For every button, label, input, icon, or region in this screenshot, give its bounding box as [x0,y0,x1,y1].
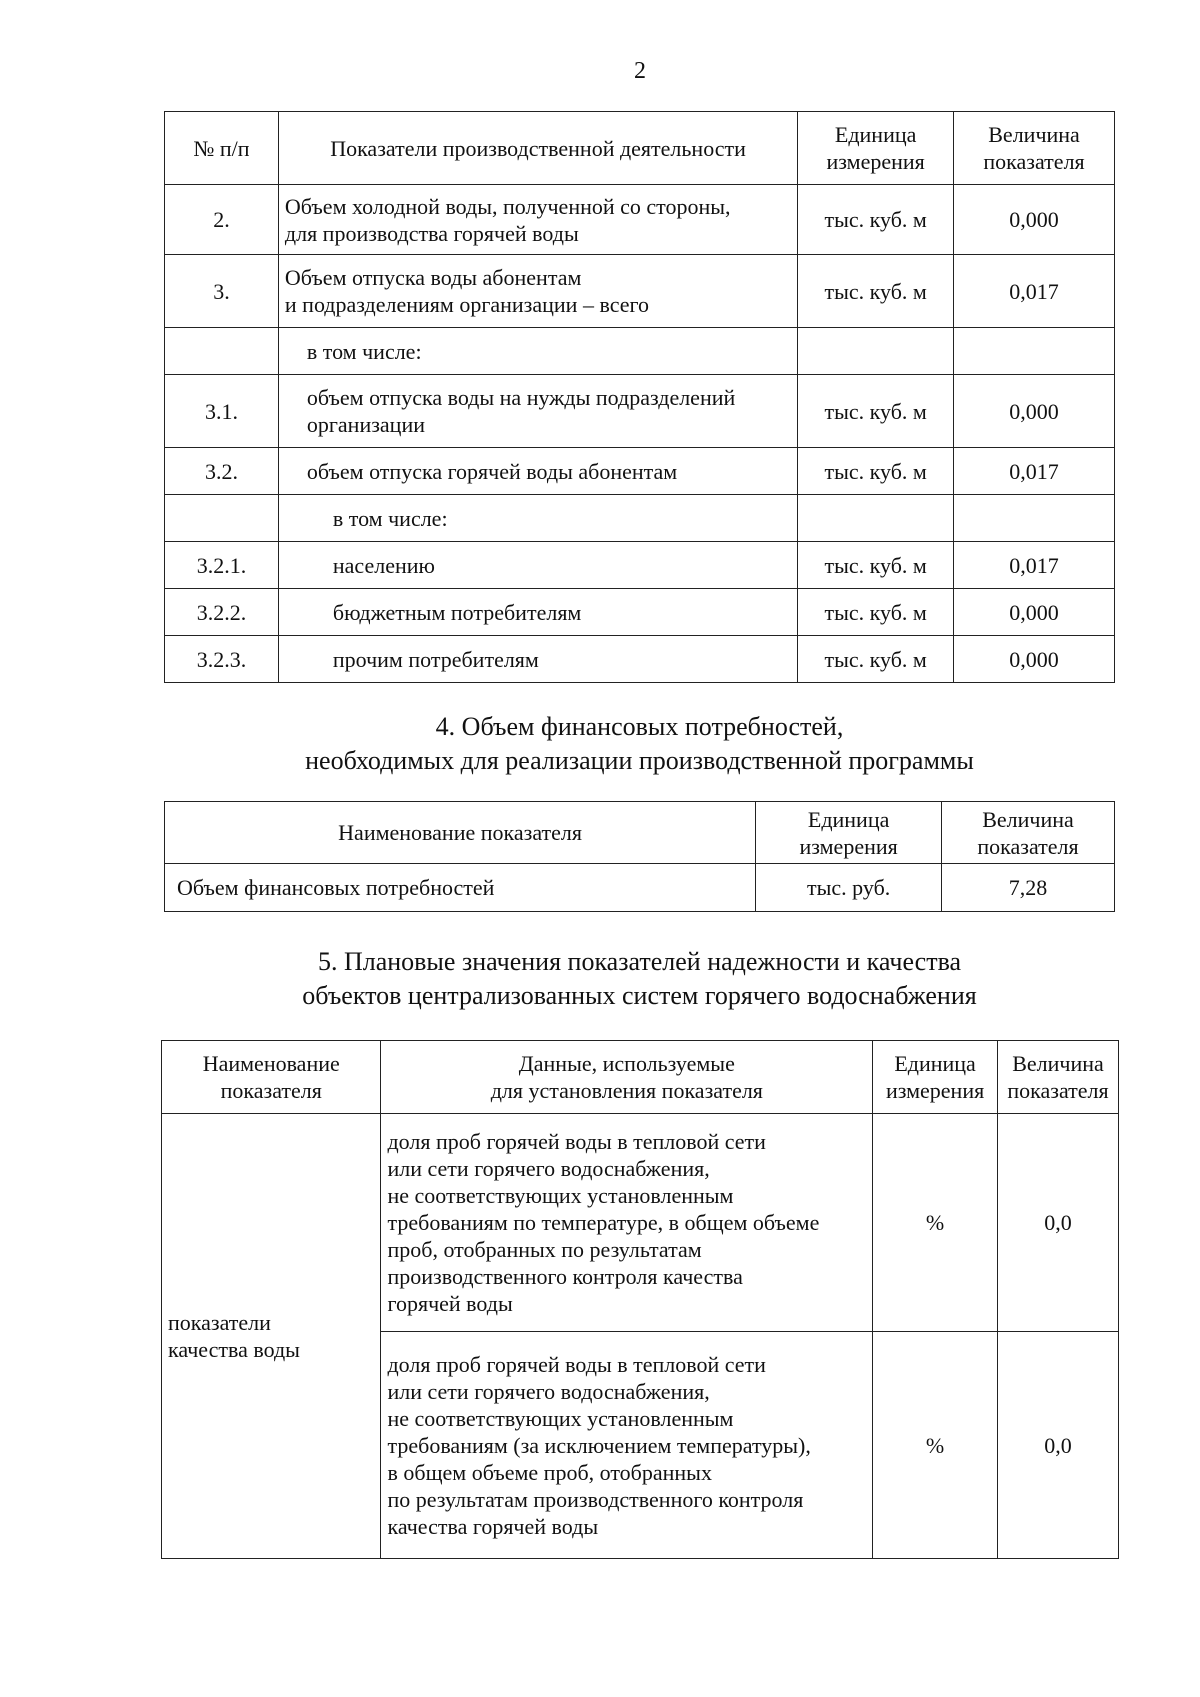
page-number: 2 [634,58,646,84]
header-indicator: Показатели производственной деятельности [278,112,797,185]
row-num: 3. [165,255,279,328]
row-unit [798,328,954,375]
row-name: объем отпуска воды на нужды подразделений организации [278,375,797,448]
row-value [954,328,1115,375]
header-unit: Единица измерения [756,802,942,864]
row-value: 0,000 [954,589,1115,636]
row-unit: % [873,1114,998,1332]
header-name: Наименование показателя [162,1041,381,1114]
table-header-row [162,1041,1119,1114]
row-value: 0,000 [954,185,1115,255]
row-name: Объем холодной воды, полученной со стороны, для производства горячей воды [278,185,797,255]
row-unit: тыс. куб. м [798,185,954,255]
row-num [165,328,279,375]
row-name: в том числе: [278,495,797,542]
header-value: Величина показателя [998,1041,1119,1114]
row-description: доля проб горячей воды в тепловой сети или сети горячего водоснабжения, не соответствующих установленным требованиям (за исключением температуры), в общем объеме проб, отобранных по результатам производственного контроля качества горячей воды [381,1332,873,1559]
row-unit: тыс. куб. м [798,255,954,328]
row-value [954,495,1115,542]
header-data: Данные, используемые для установления показателя [381,1041,873,1114]
row-value: 0,000 [954,375,1115,448]
table-header-row [165,112,1115,185]
header-name: Наименование показателя [165,802,756,864]
row-num [165,495,279,542]
row-description: доля проб горячей воды в тепловой сети или сети горячего водоснабжения, не соответствующих установленным требованиям по температуре, в общем объеме проб, отобранных по результатам производственного контроля качества горячей воды [381,1114,873,1332]
header-num: № п/п [165,112,279,185]
table-row [165,636,1115,683]
row-unit: тыс. куб. м [798,542,954,589]
row-unit: тыс. куб. м [798,448,954,495]
row-value: 7,28 [942,864,1115,912]
table-row [165,542,1115,589]
row-name: объем отпуска горячей воды абонентам [278,448,797,495]
header-value: Величина показателя [954,112,1115,185]
row-num: 3.2. [165,448,279,495]
header-unit: Единица измерения [798,112,954,185]
row-num: 3.2.1. [165,542,279,589]
header-value: Величина показателя [942,802,1115,864]
table-row [165,495,1115,542]
group-label: показатели качества воды [162,1114,381,1559]
row-unit: тыс. руб. [756,864,942,912]
table-row [165,328,1115,375]
row-name: бюджетным потребителям [278,589,797,636]
section5-title: 5. Плановые значения показателей надежности и качества объектов централизованных систем горячего водоснабжения [302,947,977,1010]
table-row [162,1114,1119,1332]
table-row [165,864,1115,912]
table-row [165,185,1115,255]
quality-indicators-table [161,1040,1119,1559]
production-indicators-table [164,111,1115,683]
row-num: 3.2.2. [165,589,279,636]
row-value: 0,017 [954,448,1115,495]
row-unit: тыс. куб. м [798,589,954,636]
row-unit: тыс. куб. м [798,375,954,448]
row-unit: % [873,1332,998,1559]
row-name: в том числе: [278,328,797,375]
row-name: прочим потребителям [278,636,797,683]
table-row [165,448,1115,495]
row-name: Объем отпуска воды абонентам и подразделениям организации – всего [278,255,797,328]
row-name: населению [278,542,797,589]
table-header-row [165,802,1115,864]
row-unit [798,495,954,542]
financial-needs-table [164,801,1115,912]
row-value: 0,0 [998,1114,1119,1332]
row-num: 3.1. [165,375,279,448]
table-row [165,255,1115,328]
row-num: 2. [165,185,279,255]
row-value: 0,017 [954,255,1115,328]
row-unit: тыс. куб. м [798,636,954,683]
row-value: 0,000 [954,636,1115,683]
section4-title: 4. Объем финансовых потребностей, необходимых для реализации производственной программы [305,712,974,775]
row-value: 0,017 [954,542,1115,589]
header-unit: Единица измерения [873,1041,998,1114]
table-row [165,589,1115,636]
row-num: 3.2.3. [165,636,279,683]
table-row [165,375,1115,448]
row-name: Объем финансовых потребностей [165,864,756,912]
row-value: 0,0 [998,1332,1119,1559]
